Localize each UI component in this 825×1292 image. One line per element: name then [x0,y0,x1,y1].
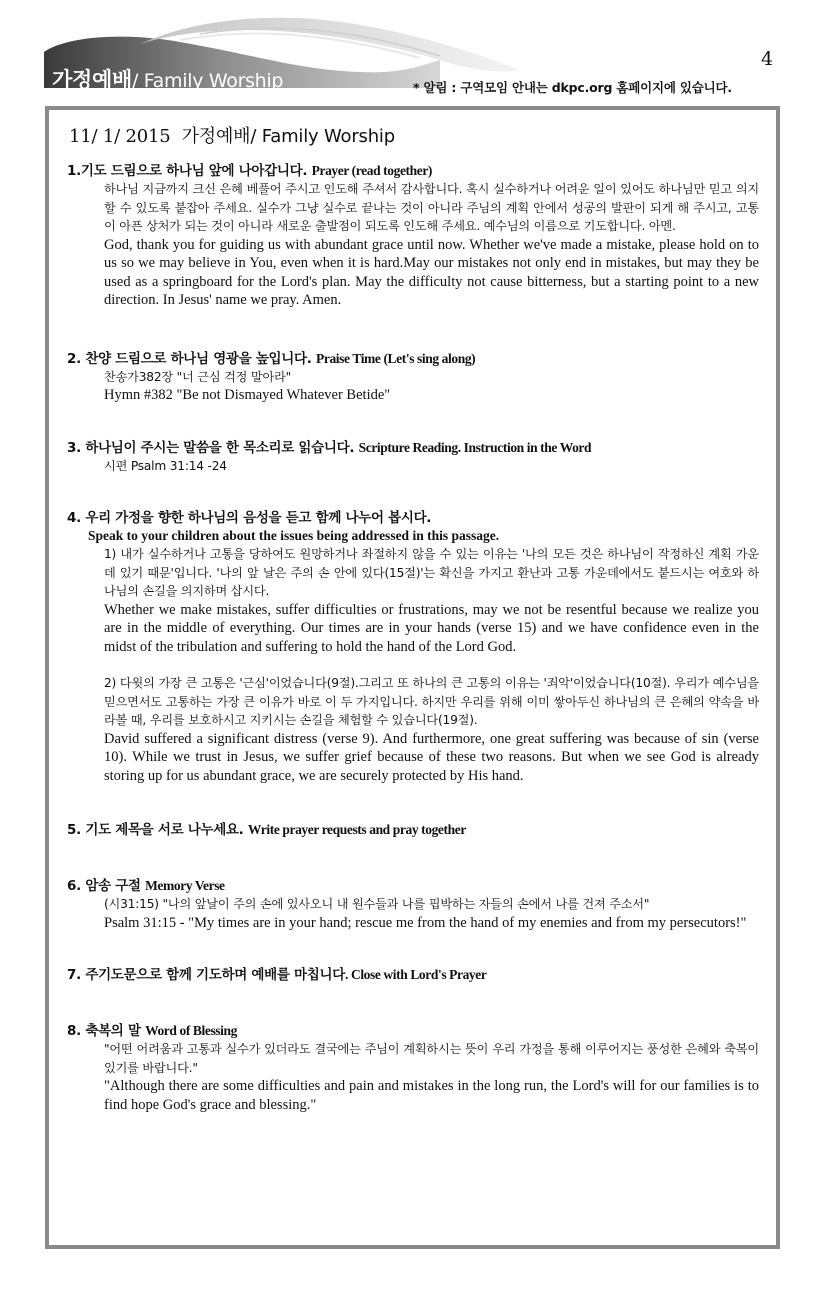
page-title [69,122,759,148]
banner-title-ko: 가정예배 [52,68,132,92]
section-body [67,457,759,476]
english-paragraph: Psalm 31:15 - "My times are in your hand; rescue me from the hand of my enemies and from my persecutors!" [104,914,747,931]
section-discussion [67,509,759,785]
section-heading [67,877,759,895]
title-date: 11/ 1/ 2015 [69,126,171,147]
section-heading [67,509,759,527]
section-heading [67,1022,759,1040]
banner-title [52,64,283,94]
section-heading [67,966,759,984]
section-prayer-requests [67,821,759,839]
korean-paragraph: 2) 다윗의 가장 큰 고통은 '근심'이었습니다(9절).그리고 또 하나의 큰 고통의 이유는 '죄악'이었습니다(10절). 우리가 예수님을 믿으면서도 고통하는 가장 큰 이유가 바로 이 두 가지입니다. 하지만 우리를 위해 이미 쌓아두신 하나님의 큰 은혜의 약속을 바라볼 때, 우리를 보호하시고 지키시는 손길을 체험할 수 있습니다(19절). [104,676,759,727]
english-paragraph: "Although there are some difficulties and pain and mistakes in the long run, the Lord's will for our families is to find hope God's grace and blessing." [104,1078,759,1113]
section-heading-ko: 3. 하나님이 주시는 말씀을 한 목소리로 읽습니다. [67,439,355,456]
section-body [67,180,759,310]
section-heading-en: Write prayer requests and pray together [247,822,466,837]
section-body [67,545,759,785]
section-heading-en: Memory Verse [145,878,225,893]
section-heading [67,439,759,457]
content-frame [45,106,780,1249]
worship-content [67,122,759,1114]
english-paragraph: God, thank you for guiding us with abundant grace until now. Whether we've made a mistake, please hold on to us so we may believe in You, even when it is hard.May our mistakes not only end in mistakes, but may they be used as a springboard for the Lord's plan. May the difficulty not cause bitterness, but a starting point to a new direction. In Jesus' name we pray. Amen. [104,236,759,308]
section-heading-ko: 7. 주기도문으로 함께 기도하며 예배를 마칩니다 [67,967,346,983]
korean-paragraph: 하나님 지금까지 크신 은혜 베풀어 주시고 인도해 주셔서 감사합니다. 혹시 실수하거나 어려운 일이 있어도 하나님만 믿고 의지할 수 있도록 붙잡아 주세요. 실수가 그냥 실수로 끝나는 것이 아니라 주님의 계획 안에서 성공의 발판이 되게 해 주시고, 고통이 아픈 상처가 되는 것이 아니라 새로운 출발점이 되도록 인도해 주세요. 예수님의 이름으로 기도합니다. 아멘. [104,182,759,233]
section-heading-ko: 5. 기도 제목을 서로 나누세요. [67,822,244,838]
hymn-korean: 찬송가382장 "너 근심 걱정 말아라" [104,369,292,384]
section-heading [67,162,759,180]
section-body [67,1040,759,1114]
hymn-english: Hymn #382 "Be not Dismayed Whatever Betide" [104,387,391,403]
section-heading [67,821,759,839]
section-heading-ko: 8. 축복의 말 [67,1023,141,1039]
section-heading [67,350,759,368]
section-heading-ko: 2. 찬양 드림으로 하나님 영광을 높입니다. [67,350,312,367]
section-subheading: Speak to your children about the issues being addressed in this passage. [88,528,500,543]
korean-paragraph: (시31:15) "나의 앞날이 주의 손에 있사오니 내 원수들과 나를 핍박하는 자들의 손에서 나를 건져 주소서" [104,897,650,911]
section-heading-ko: 1.기도 드림으로 하나님 앞에 나아갑니다. [67,163,308,179]
section-heading-en: Praise Time (Let's sing along) [316,350,476,366]
section-heading-en: . Close with Lord's Prayer [345,967,487,982]
section-scripture [67,439,759,476]
scripture-reference: 시편 Psalm 31:14 -24 [104,458,227,473]
section-body [67,895,759,932]
korean-paragraph: "어떤 어려움과 고통과 실수가 있더라도 결국에는 주님이 계획하시는 뜻이 우리 가정을 통해 이루어지는 풍성한 은혜와 축복이 있기를 바랍니다." [104,1042,759,1075]
notice-text: * 알림 : 구역모임 안내는 dkpc.org 홈페이지에 있습니다. [413,80,732,95]
section-blessing [67,1022,759,1114]
section-heading-en: Word of Blessing [145,1023,237,1038]
title-ko: 가정예배 [181,126,251,147]
english-paragraph: David suffered a significant distress (verse 9). And furthermore, one great suffering was because of sin (verse 10). While we trust in Jesus, we suffer grief because of these two reasons. But when we see God is already storing up for us abundant grace, we are securely protected by His hand. [104,730,759,784]
english-paragraph: Whether we make mistakes, suffer difficulties or frustrations, may we not be resentful because we realize you are in the middle of everything. Our times are in your hands (verse 15) and we have confidence even in the midst of the tribulation and suffering to hold the hand of the Lord God. [104,601,759,655]
section-heading-en: Prayer (read together) [311,163,433,178]
section-heading-en: Scripture Reading. Instruction in the Word [358,439,592,455]
title-en: / Family Worship [250,126,395,147]
section-memory-verse [67,877,759,932]
section-lords-prayer [67,966,759,984]
section-heading-ko: 4. 우리 가정을 향한 하나님의 음성을 듣고 함께 나누어 봅시다. [67,510,432,526]
banner-title-en: / Family Worship [131,70,284,92]
page-number: 4 [761,48,774,70]
section-heading-ko: 6. 암송 구절 [67,878,141,894]
korean-paragraph: 1) 내가 실수하거나 고통을 당하여도 원망하거나 좌절하지 않을 수 있는 이유는 '나의 모든 것은 하나님이 작정하신 계획 가운데 있기 때문'입니다. '나의 앞 날은 주의 손 안에 있다(15절)'는 확신을 가지고 환난과 고통 가운데에서도 붙드시는 여호와 하나님의 손길을 의지하며 삽시다. [104,547,759,598]
section-body [67,368,759,405]
section-prayer [67,162,759,310]
section-praise [67,350,759,405]
